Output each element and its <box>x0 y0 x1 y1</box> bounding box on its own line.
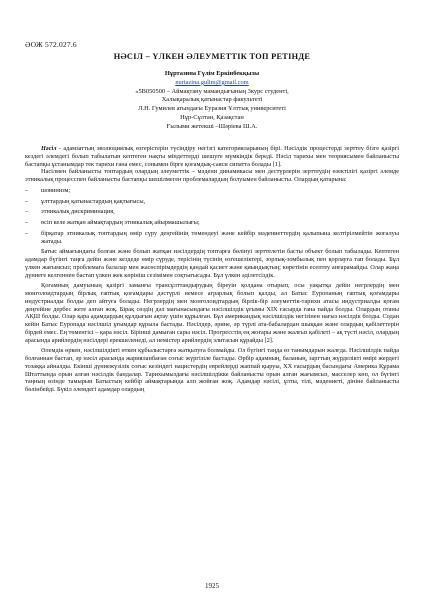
list-item: – бірқатар этникалық топтардың өмір сүру деңгейінің төмендеуі және кейбір мәдениеттердің қалыпына келтірілмейтін жоғалуы жатады. <box>25 229 399 245</box>
author-city: Нұр-Сұлтан, Қазақстан <box>180 113 244 121</box>
body-paragraph-3: Батыс аймағындағы болған және болып жатқан нәсілдердің топтарға бөлінуі зерттелетін басты объект болып табылады. Кептеген адамдар бүгінгі таңға дейін және кездеде өмір сүруде, терісінің түсінің өзгешеліктері, зорлық-зомбылық пен қорлауға тап болады. Бұл үлкен жағымсыз; проблемаға балалар мен жасөспірімдердің қандай қасиет және қиындықтың; көретінін есептеу анғарамайды. Олар жаңа дүниеге келгеннен бастап үлкен жек көрініш сезімімен соқтығысады. Бұл үлкен әділетсіздік. <box>25 248 399 279</box>
list-item: – шовинизм; <box>25 186 71 194</box>
problem-list <box>25 187 399 246</box>
author-university: Л.Н. Гумилев атындағы Еуразия Ұлттық университеті <box>138 105 286 113</box>
annotation-label: Нәсіл <box>41 145 57 152</box>
body-paragraph-4: Қоғамның дамуының қазіргі заманғы трансұлттандырудың біреуін қолдана отырып, осы уақытқа дейін негрлердің мен монголоидтардың бірлық ғаптық қоғамдары дәстүрлі немесе аграрлық болып қалды, ал Батыс Еуропаның ғаптық қоғамдары индустриалды болды деп айтуға болады. Негрлердің мен монголоидтардың бірлік-бір әлеуметтік-тарихи атасы индустриалды қоғам деңгейіне дербес жете алған жоқ. Бірақ сөздің дәл мағынасындағы нәсілшілдік ұғымы XIX ғасырда ғана пайда болды. Олардың отаны АҚШ болды. Олар қара адамдардың құлдығын ақтау үшін құрылған. Бұл американдық нәсілшілдік негізінен нағыз нәсілдік болды. Содан кейін Батыс Еуропада нәсілшіл ұғымдар құрыла бастады. Нәсілдер, әрине, әр түрлі ата-бабалардан шыққан және олардың қабілеттерін бірдей емес. Ең төменгісі – қара нәсіл. Бірінші дамыған сары нәсіл. Прогресстің ең жоғары және жалғыз қабілеті – ақ түсті нәсіл, олардың арасында арийлердің нәсілдері ерекшеленеді, ал немістер арийлердің элитасын құрайды [2]. <box>25 282 399 344</box>
body-paragraph-2: Насілмен байланысты топтардың олардың әлеуметтік – мәдени динамикасы мен дестүрлерін зерттеудің өзектілігі қазіргі әлемде этникалық процесспен байланысты бастапқы шешілмеген проблемалардың болуымен байланысты. Олардың қатарына: <box>25 168 399 183</box>
article-title: НӘСІЛ – ҮЛКЕН ӘЛЕУМЕТТІК ТОП РЕТІНДЕ <box>113 52 311 61</box>
list-item: – өсіп келе жатқан аймақтардың этникалық айырмашылығы; <box>25 219 200 226</box>
page-number: 1925 <box>205 582 219 590</box>
article-body <box>25 145 399 394</box>
author-supervisor: Ғылыми жетекші –Шәріева Ш.А. <box>166 122 258 130</box>
author-email-link[interactable]: nurtazina.gulim@gmail.com <box>175 78 249 86</box>
author-faculty: Халықаралық қатынастар факультеті <box>161 96 263 104</box>
annotation-paragraph <box>25 145 399 168</box>
author-block <box>0 70 424 132</box>
list-item: – этникалық дискриминация, <box>25 208 115 216</box>
udc-code: ӘОЖ 572.027.6 <box>25 40 77 49</box>
annotation-text: - адамзаттың эволюциялық өзгерістерін түсіндіру негізгі категорияларының бірі. Нәсілдік процестерді зерттеу бізге қазіргі кездегі әлемдегі болып табылатын кептеген нақты міндеттерді шешуге мүмкіндік береді. Нәсіл тарихы мен теориясымен байланысты бастапқы ұстанымдар тек тарихи ғана емес, сонымен бірге қоғамдық-саяси сипатта болады [1]. <box>25 145 399 168</box>
body-paragraph-5: Әлемдік өркен, нәсілшілдікті өткен құбылыстарға жатқызуға болмайды. Ол бүгінгі таңда өз танымдарын жалғда. Нәсілшілдік пайда болғаннан бастап, әр нәсіл арасында жарияланбаған соғыс жүргізіле бастады. Әрбір адамның, баланың, заргтың жүрделікті өмірі жердегі тозаққа айналды. Екінші дүниежүзілік соғыс кезіндегі нацистердің еврейлерді жаппай қыруы, XX ғасырдың басындағы Америка Құрама Штаттында орын алған нәсілдік бандалар. Тарихымыздағы нәсілшілдікке байланысты орын алған жағымсыз, масселер көп, ол бүгінгі таңның өзінде тамырын Батыстың кейбір аймақтарында алп жойған жоқ. Адамдар нәсілі, ұлты, тілі, мәдениеті, дініне байланысты бөлінбейді. Бүкіл әлемдегі адамдар олардың <box>25 347 399 393</box>
author-name: Нұртазина Гүлім Еркінбекқызы <box>164 70 260 77</box>
author-student-info: «5В050500 – Аймақтану мамандығының 3курс студенті, <box>135 87 289 95</box>
list-item: – ұлттардың қатынастардың қақтығысы, <box>25 197 146 205</box>
